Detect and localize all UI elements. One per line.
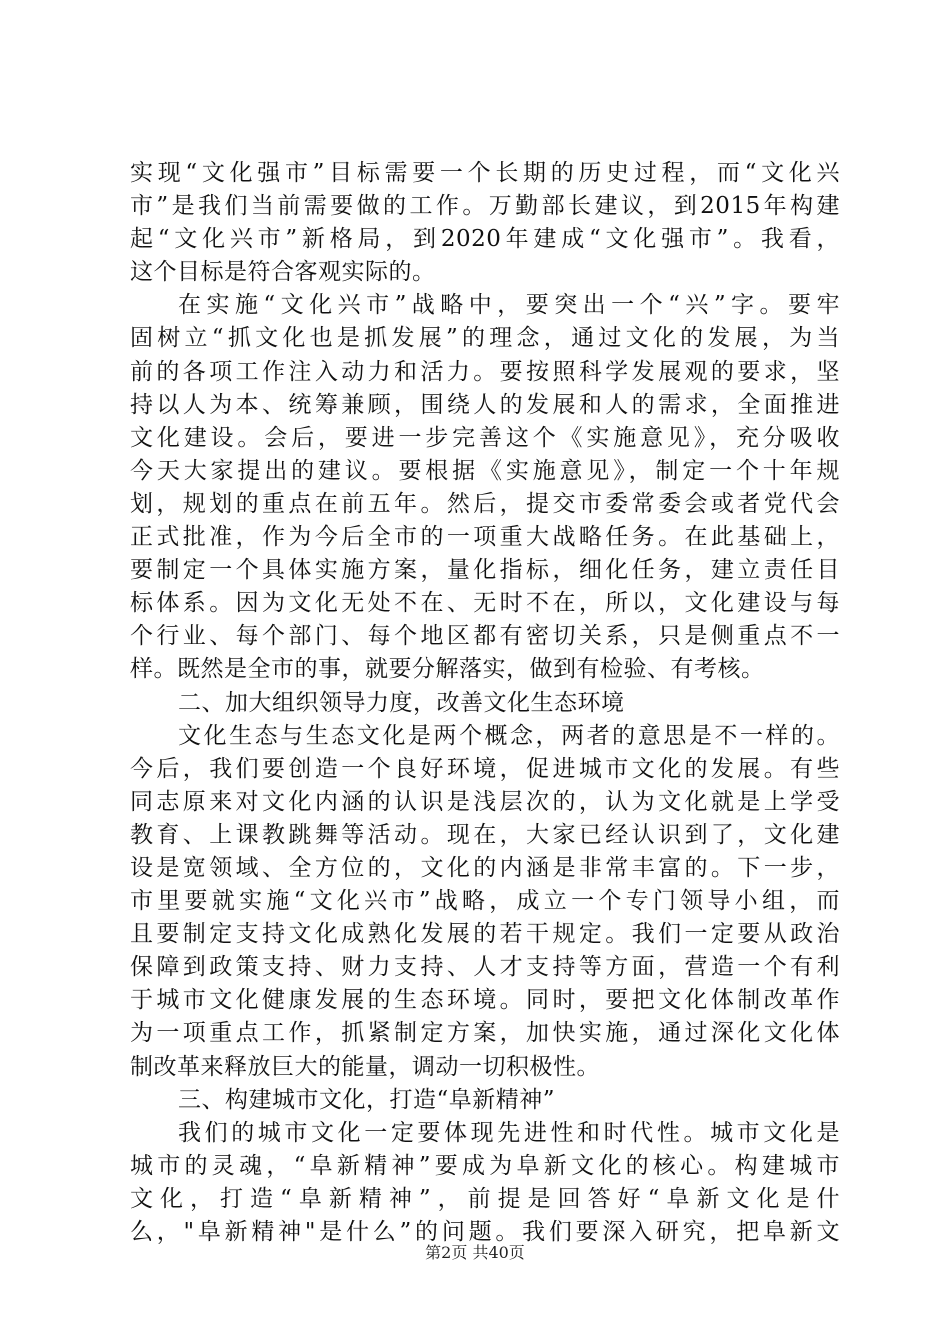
text-line: 今后，我们要创造一个良好环境，促进城市文化的发展。有些 [130,755,840,782]
document-body [130,157,840,1249]
text-line: 个行业、每个部门、每个地区都有密切关系，只是侧重点不一 [130,623,840,650]
text-line: 文化，打造“阜新精神”，前提是回答好“阜新文化是什 [130,1185,840,1212]
text-line: 划，规划的重点在前五年。然后，提交市委常委会或者党代会 [130,490,840,517]
text-line: 制改革来释放巨大的能量，调动一切积极性。 [130,1053,600,1080]
text-line: 为一项重点工作，抓紧制定方案，加快实施，通过深化文化体 [130,1020,840,1047]
text-line: 要制定一个具体实施方案，量化指标，细化任务，建立责任目 [130,557,840,584]
text-line: 标体系。因为文化无处不在、无时不在，所以，文化建设与每 [130,590,840,617]
page-number-footer: 第2页 共40页 [425,1243,525,1262]
text-line: 实现“文化强市”目标需要一个长期的历史过程，而“文化兴 [130,160,840,186]
text-line: 今天大家提出的建议。要根据《实施意见》，制定一个十年规 [130,457,840,484]
text-line: 市”是我们当前需要做的工作。万勤部长建议，到2015年构建 [130,193,840,220]
text-line: 固树立“抓文化也是抓发展”的理念，通过文化的发展，为当 [130,325,840,352]
text-line: 在实施“文化兴市”战略中，要突出一个“兴”字。要牢 [178,292,840,319]
text-line: 样。既然是全市的事，就要分解落实，做到有检验、有考核。 [130,656,765,683]
text-line: 且要制定支持文化成熟化发展的若干规定。我们一定要从政治 [130,921,840,948]
text-line: 教育、上课教跳舞等活动。现在，大家已经认识到了，文化建 [130,821,840,848]
text-line: 城市的灵魂，“阜新精神”要成为阜新文化的核心。构建城市 [130,1152,840,1179]
text-line: 文化建设。会后，要进一步完善这个《实施意见》，充分吸收 [130,424,840,451]
text-line: 设是宽领域、全方位的，文化的内涵是非常丰富的。下一步， [130,854,840,881]
text-line: 保障到政策支持、财力支持、人才支持等方面，营造一个有利 [130,954,840,981]
text-line: 同志原来对文化内涵的认识是浅层次的，认为文化就是上学受 [130,788,840,815]
text-line: 二、加大组织领导力度，改善文化生态环境 [178,689,625,716]
text-line: 这个目标是符合客观实际的。 [130,259,436,286]
text-line: 三、构建城市文化，打造“阜新精神” [178,1086,556,1113]
text-line: 正式批准，作为今后全市的一项重大战略任务。在此基础上， [130,524,840,551]
text-line: 前的各项工作注入动力和活力。要按照科学发展观的要求，坚 [130,358,840,385]
text-line: 市里要就实施“文化兴市”战略，成立一个专门领导小组，而 [130,888,840,915]
text-line: 持以人为本、统筹兼顾，围绕人的发展和人的需求，全面推进 [130,391,840,418]
text-line: 我们的城市文化一定要体现先进性和时代性。城市文化是 [178,1119,840,1146]
text-line: 于城市文化健康发展的生态环境。同时，要把文化体制改革作 [130,987,840,1014]
text-line: 起“文化兴市”新格局，到2020年建成“文化强市”。我看， [130,226,840,253]
text-line: 么，"阜新精神"是什么”的问题。我们要深入研究，把阜新文 [130,1219,840,1245]
text-line: 文化生态与生态文化是两个概念，两者的意思是不一样的。 [178,722,840,749]
